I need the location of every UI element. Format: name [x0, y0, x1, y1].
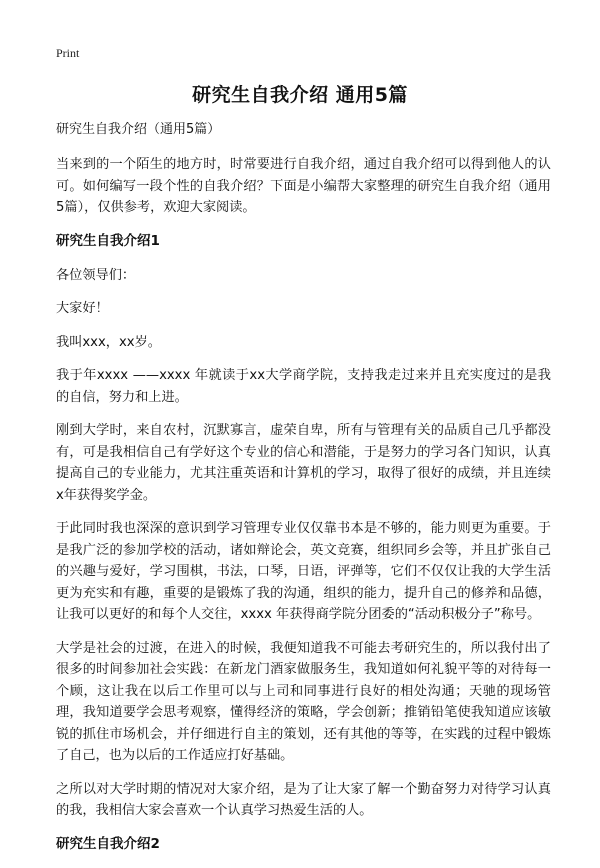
- document-title: 研究生自我介绍 通用5篇: [192, 84, 408, 106]
- section-2-heading: 研究生自我介绍2: [56, 835, 160, 852]
- print-label: Print: [56, 46, 80, 60]
- document-subtitle: 研究生自我介绍（通用5篇）: [56, 122, 221, 137]
- greeting-paragraph: 各位领导们：: [56, 267, 136, 283]
- intro-paragraph: 当来到的一个陌生的地方时，时常要进行自我介绍，通过自我介绍可以得到他人的认可。如何编写一段个性的自我介绍？下面是小编帮大家整理的研究生自我介绍（通用5篇），仅供参考，欢迎大家阅读。: [56, 157, 551, 215]
- document-body: [56, 120, 551, 868]
- paragraph-4: 大学是社会的过渡，在进入的时候，我便知道我不可能去考研究生的，所以我付出了很多的时间参加社会实践：在新龙门酒家做服务生，我知道如何礼貌平等的对待每一个顾，这让我在以后工作里可以与上司和同事进行良好的相处沟通；天驰的现场管理，我知道要学会思考观察，懂得经济的策略，学会创新；推销铅笔使我知道应该敏锐的抓住市场机会，并仔细进行自主的策划，还有其他的等等，在实践的过程中锻炼了自己，也为以后的工作适应打好基础。: [56, 640, 551, 763]
- paragraph-2: 刚到大学时，来自农村，沉默寡言，虚荣自卑，所有与管理有关的品质自己几乎都没有，可是我相信自己有学好这个专业的信心和潜能，于是努力的学习各门知识，认真提高自己的专业能力，尤其注重英语和计算机的学习，取得了很好的成绩，并且连续x年获得奖学金。: [56, 423, 551, 503]
- section-1-heading: 研究生自我介绍1: [56, 232, 160, 249]
- paragraph-1: 我于年xxxx ——xxxx 年就读于xx大学商学院，支持我走过来并且充实度过的是我的自信，努力和上进。: [56, 368, 551, 405]
- hello-paragraph: 大家好！: [56, 301, 109, 316]
- paragraph-5: 之所以对大学时期的情况对大家介绍，是为了让大家了解一个勤奋努力对待学习认真的我，我相信大家会喜欢一个认真学习热爱生活的人。: [56, 781, 551, 818]
- paragraph-3: 于此同时我也深深的意识到学习管理专业仅仅靠书本是不够的，能力则更为重要。于是我广泛的参加学校的活动，诸如辩论会，英文竞赛，组织同乡会等，并且扩张自己的兴趣与爱好，学习围棋，书法，口琴，日语，评弹等，它们不仅仅让我的大学生活更为充实和有趣，重要的是锻炼了我的沟通，组织的能力，提升自己的修养和品德，让我可以更好的和每个人交往，xxxx 年获得商学院分团委的“活动积极分子”称号。: [56, 521, 551, 622]
- name-paragraph: 我叫xxx，xx岁。: [56, 334, 161, 350]
